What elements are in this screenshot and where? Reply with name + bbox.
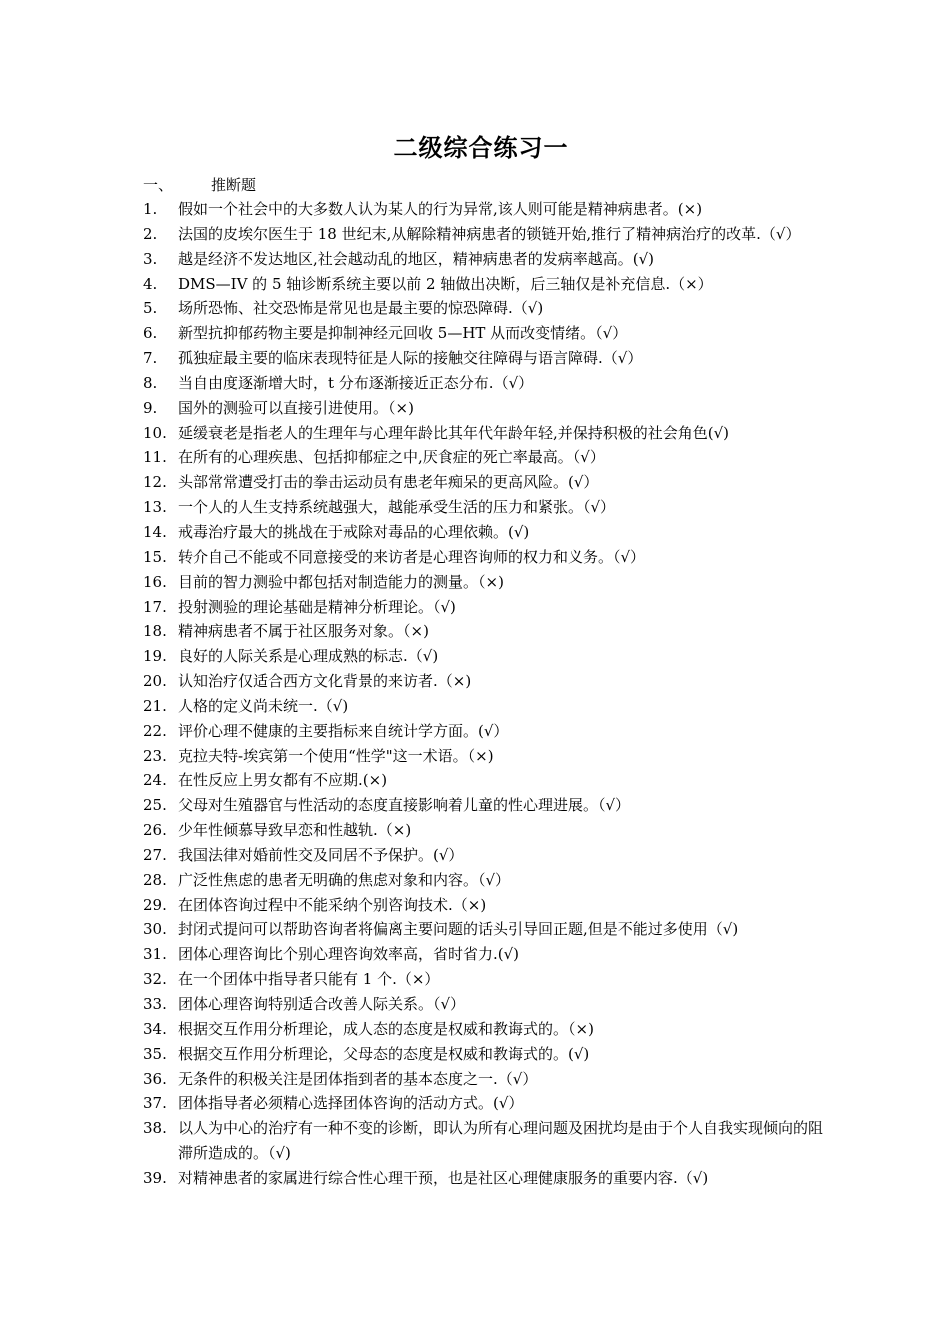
item-text: 团体心理咨询特别适合改善人际关系。（√） (178, 995, 466, 1013)
item-number: 39. (143, 1168, 167, 1187)
list-item (143, 421, 833, 446)
item-number: 36. (143, 1069, 167, 1088)
list-item (143, 321, 833, 346)
list-item (143, 868, 833, 893)
list-item (143, 1042, 833, 1067)
list-item (143, 917, 833, 942)
item-number: 32. (143, 970, 167, 989)
item-number: 29. (143, 895, 167, 914)
item-number: 21. (143, 696, 167, 715)
list-item (143, 222, 833, 247)
item-text: 精神病患者不属于社区服务对象。（×) (178, 622, 429, 641)
item-number: 37. (143, 1094, 167, 1113)
item-number: 6. (143, 324, 158, 343)
section-number: 一、 (143, 176, 174, 194)
item-number: 16. (143, 572, 167, 591)
list-item (143, 992, 833, 1017)
item-number: 2. (143, 224, 158, 243)
list-item (143, 669, 833, 694)
section-heading (143, 175, 256, 195)
list-item (143, 1091, 833, 1116)
item-number: 27. (143, 845, 167, 864)
item-number: 25. (143, 796, 167, 815)
item-number: 4. (143, 274, 158, 293)
item-text: 孤独症最主要的临床表现特征是人际的接触交往障碍与语言障碍.（√） (178, 349, 643, 368)
item-number: 10. (143, 423, 167, 442)
item-text: 少年性倾慕导致早恋和性越轨.（×) (178, 821, 412, 840)
item-number: 3. (143, 249, 158, 268)
item-number: 38. (143, 1119, 167, 1138)
list-item (143, 793, 833, 818)
list-item (143, 893, 833, 918)
item-text: 对精神患者的家属进行综合性心理干预，也是社区心理健康服务的重要内容.（√) (178, 1168, 709, 1187)
item-text: 封闭式提问可以帮助咨询者将偏离主要问题的话头引导回正题,但是不能过多使用（√) (178, 920, 739, 939)
list-item (143, 371, 833, 396)
list-item (143, 1017, 833, 1042)
item-text: 以人为中心的治疗有一种不变的诊断，即认为所有心理问题及困扰均是由于个人自我实现倾向的阻滞所造成的。（√) (178, 1119, 824, 1163)
item-text: 团体指导者必须精心选择团体咨询的活动方式。(√） (178, 1094, 524, 1113)
list-item (143, 396, 833, 421)
item-text: 认知治疗仅适合西方文化背景的来访者.（×) (178, 672, 472, 691)
list-item (143, 595, 833, 620)
item-text: 国外的测验可以直接引进使用。（×) (178, 398, 414, 417)
item-text: 广泛性焦虑的患者无明确的焦虑对象和内容。（√） (178, 870, 511, 889)
list-item (143, 744, 833, 769)
list-item (143, 818, 833, 843)
item-text: 延缓衰老是指老人的生理年与心理年龄比其年代年龄年轻,并保持积极的社会角色(√) (178, 423, 730, 442)
item-text: 场所恐怖、社交恐怖是常见也是最主要的惊恐障碍.（√) (178, 299, 544, 318)
item-number: 31. (143, 945, 167, 964)
item-number: 14. (143, 522, 167, 541)
item-text: 评价心理不健康的主要指标来自统计学方面。(√） (178, 721, 509, 740)
item-text: 投射测验的理论基础是精神分析理论。（√) (178, 597, 456, 616)
list-item (143, 644, 833, 669)
list-item (143, 296, 833, 321)
item-text: 在所有的心理疾患、包括抑郁症之中,厌食症的死亡率最高。（√） (178, 448, 605, 467)
item-number: 8. (143, 373, 158, 392)
list-item (143, 942, 833, 967)
list-item (143, 247, 833, 272)
list-item (143, 272, 833, 297)
item-text: 良好的人际关系是心理成熟的标志.（√) (178, 647, 439, 666)
list-item (143, 1166, 833, 1191)
item-number: 20. (143, 672, 167, 691)
item-text: 我国法律对婚前性交及同居不予保护。(√） (178, 845, 464, 864)
item-number: 18. (143, 622, 167, 641)
item-text: 转介自己不能或不同意接受的来访者是心理咨询师的权力和义务。（√） (178, 547, 646, 566)
item-text: 根据交互作用分析理论，父母态的态度是权威和教诲式的。(√) (178, 1044, 590, 1063)
item-number: 9. (143, 398, 158, 417)
list-item (143, 445, 833, 470)
list-item (143, 520, 833, 545)
item-text: 法国的皮埃尔医生于 18 世纪末,从解除精神病患者的锁链开始,推行了精神病治疗的改革.（√） (178, 224, 801, 243)
item-text: 在团体咨询过程中不能采纳个别咨询技术.（×) (178, 895, 487, 914)
item-number: 30. (143, 920, 167, 939)
list-item (143, 545, 833, 570)
list-item (143, 1116, 833, 1166)
item-text: 父母对生殖器官与性活动的态度直接影响着儿童的性心理进展。（√） (178, 796, 631, 815)
item-number: 34. (143, 1019, 167, 1038)
item-text: 头部常常遭受打击的拳击运动员有患老年痴呆的更高风险。(√） (178, 473, 599, 492)
item-text: 假如一个社会中的大多数人认为某人的行为异常,该人则可能是精神病患者。(×) (178, 200, 703, 218)
item-number: 23. (143, 746, 167, 765)
item-number: 17. (143, 597, 167, 616)
item-text: 戒毒治疗最大的挑战在于戒除对毒品的心理依赖。(√) (178, 522, 530, 541)
item-number: 1. (143, 200, 158, 218)
list-item (143, 619, 833, 644)
item-text: 越是经济不发达地区,社会越动乱的地区，精神病患者的发病率越高。(√) (178, 249, 655, 268)
item-number: 35. (143, 1044, 167, 1063)
item-number: 11. (143, 448, 167, 467)
item-number: 24. (143, 771, 167, 790)
item-number: 7. (143, 349, 158, 368)
list-item (143, 346, 833, 371)
item-text: 当自由度逐渐增大时，t 分布逐渐接近正态分布.（√） (178, 373, 534, 392)
item-text: 人格的定义尚未统一.（√) (178, 696, 349, 715)
item-number: 26. (143, 821, 167, 840)
item-text: 一个人的人生支持系统越强大，越能承受生活的压力和紧张。（√） (178, 498, 616, 517)
list-item (143, 768, 833, 793)
question-list (143, 197, 833, 1191)
document-title: 二级综合练习一 (393, 133, 569, 162)
item-number: 19. (143, 647, 167, 666)
item-number: 33. (143, 995, 167, 1013)
item-number: 22. (143, 721, 167, 740)
list-item (143, 967, 833, 992)
list-item (143, 470, 833, 495)
item-number: 5. (143, 299, 158, 318)
item-text: 团体心理咨询比个别心理咨询效率高，省时省力.(√) (178, 945, 520, 964)
list-item (143, 694, 833, 719)
item-text: 在性反应上男女都有不应期.(×) (178, 771, 388, 790)
list-item (143, 719, 833, 744)
list-item (143, 495, 833, 520)
list-item (143, 1067, 833, 1092)
item-number: 28. (143, 870, 167, 889)
item-text: 根据交互作用分析理论，成人态的态度是权威和教诲式的。（×) (178, 1019, 594, 1038)
item-text: 在一个团体中指导者只能有 1 个.（×） (178, 970, 440, 989)
item-text: 无条件的积极关注是团体指到者的基本态度之一.（√） (178, 1069, 538, 1088)
item-text: 克拉夫特-埃宾第一个使用“性学"这一术语。（×) (178, 746, 494, 765)
item-number: 13. (143, 498, 167, 517)
item-number: 15. (143, 547, 167, 566)
item-text: 目前的智力测验中都包括对制造能力的测量。（×) (178, 572, 504, 591)
list-item (143, 570, 833, 595)
item-number: 12. (143, 473, 167, 492)
list-item (143, 843, 833, 868)
item-text: 新型抗抑郁药物主要是抑制神经元回收 5—HT 从而改变情绪。（√） (178, 324, 628, 343)
list-item (143, 197, 833, 222)
section-label: 推断题 (211, 176, 257, 194)
item-text: DMS—IV 的 5 轴诊断系统主要以前 2 轴做出决断，后三轴仅是补充信息.（×） (178, 274, 713, 293)
